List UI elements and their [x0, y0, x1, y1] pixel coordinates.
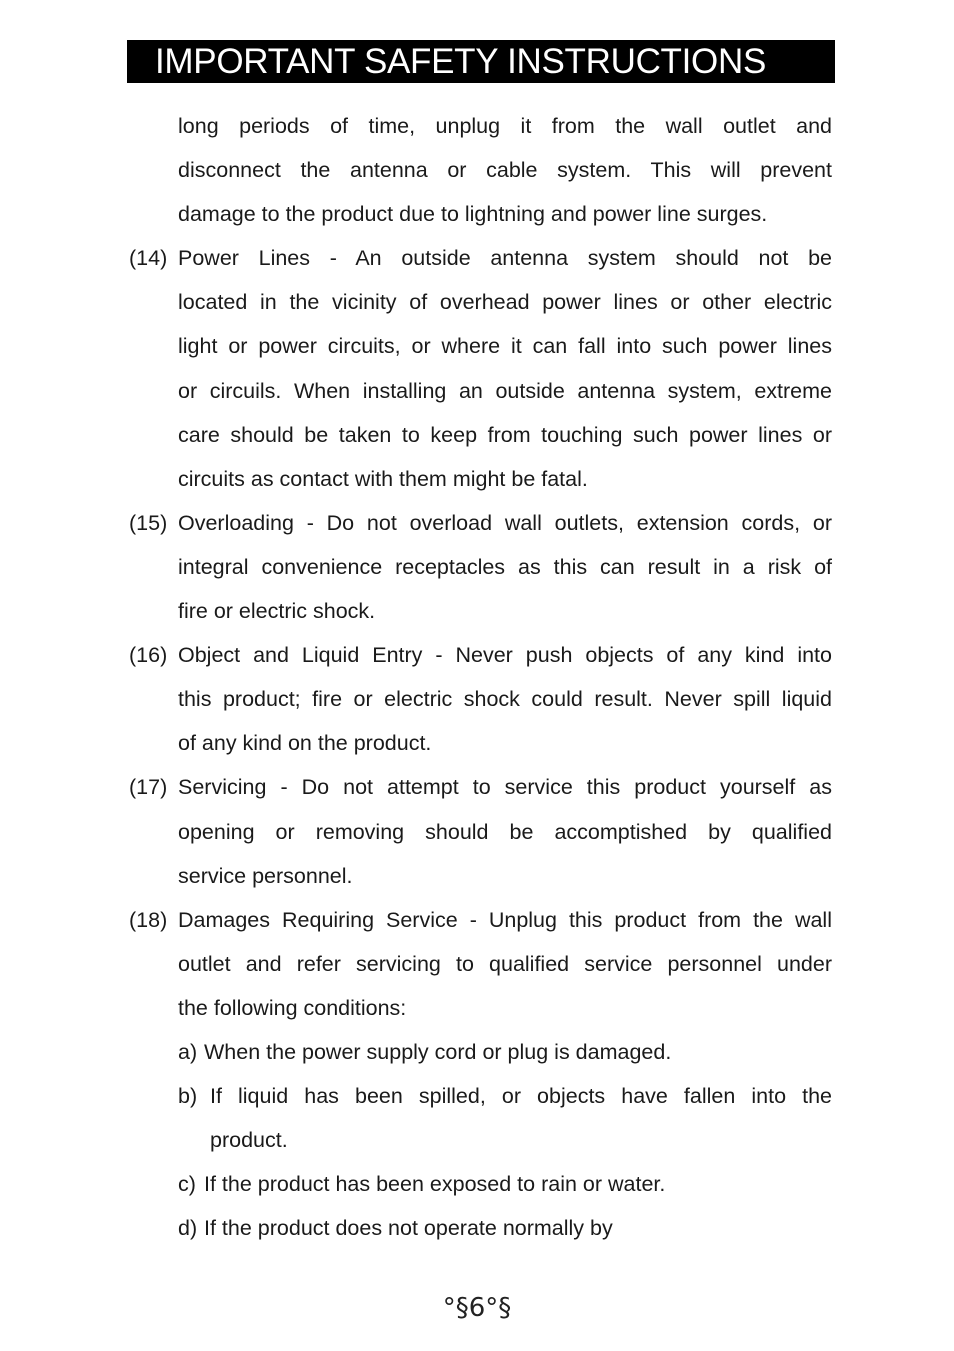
instruction-line: service personnel.	[178, 863, 353, 888]
condition-letter: c)	[178, 1172, 196, 1197]
instruction-line: integral convenience receptacles as this can result in a risk of	[178, 554, 832, 579]
instruction-item-17: (17) Servicing - Do not attempt to service this product yourself as	[0, 765, 954, 809]
condition-line: product.	[210, 1128, 288, 1153]
instruction-line: or circuils. When installing an outside antenna system, extreme	[178, 378, 832, 403]
condition-letter: d)	[178, 1216, 198, 1241]
instruction-line: this product; fire or electric shock could result. Never spill liquid	[178, 687, 832, 712]
continuation-line: long periods of time, unplug it from the wall outlet and	[178, 114, 832, 138]
instruction-item-18: (18) Damages Requiring Service - Unplug this product from the wall	[0, 898, 954, 942]
item-number: (18)	[129, 907, 168, 932]
section-header-bar	[127, 40, 835, 83]
page-number: °§6°§	[442, 1293, 512, 1323]
section-title: IMPORTANT SAFETY INSTRUCTIONS	[155, 42, 766, 81]
item-number: (14)	[129, 246, 168, 271]
instruction-item-16: (16) Object and Liquid Entry - Never push objects of any kind into	[0, 633, 954, 677]
instruction-item-15: (15) Overloading - Do not overload wall outlets, extension cords, or	[0, 501, 954, 545]
instruction-line: light or power circuits, or where it can fall into such power lines	[178, 334, 832, 359]
condition-a: a) When the power supply cord or plug is damaged.	[0, 1030, 954, 1074]
continuation-line: damage to the product due to lightning and power line surges.	[178, 202, 768, 227]
instruction-line: fire or electric shock.	[178, 599, 376, 624]
condition-d: d) If the product does not operate normally by	[0, 1206, 954, 1250]
condition-c: c) If the product has been exposed to rain or water.	[0, 1162, 954, 1206]
instruction-line: opening or removing should be accomptished by qualified	[178, 819, 832, 844]
instruction-line: the following conditions:	[178, 995, 407, 1020]
instructions-body	[0, 104, 954, 1250]
instruction-line: of any kind on the product.	[178, 731, 432, 756]
instruction-item-14: (14) Power Lines - An outside antenna system should not be	[0, 236, 954, 280]
item-number: (16)	[129, 643, 168, 668]
instruction-line: outlet and refer servicing to qualified service personnel under	[178, 951, 832, 976]
item-number: (15)	[129, 510, 168, 535]
condition-letter: a)	[178, 1039, 198, 1064]
condition-letter: b)	[178, 1084, 198, 1109]
continuation-line: disconnect the antenna or cable system. This will prevent	[178, 158, 832, 183]
item-number: (17)	[129, 775, 168, 800]
instruction-line: circuits as contact with them might be fatal.	[178, 466, 588, 491]
instruction-line: care should be taken to keep from touching such power lines or	[178, 422, 832, 447]
instruction-line: located in the vicinity of overhead power lines or other electric	[178, 290, 832, 315]
condition-b: b) If liquid has been spilled, or objects have fallen into the	[0, 1074, 954, 1118]
